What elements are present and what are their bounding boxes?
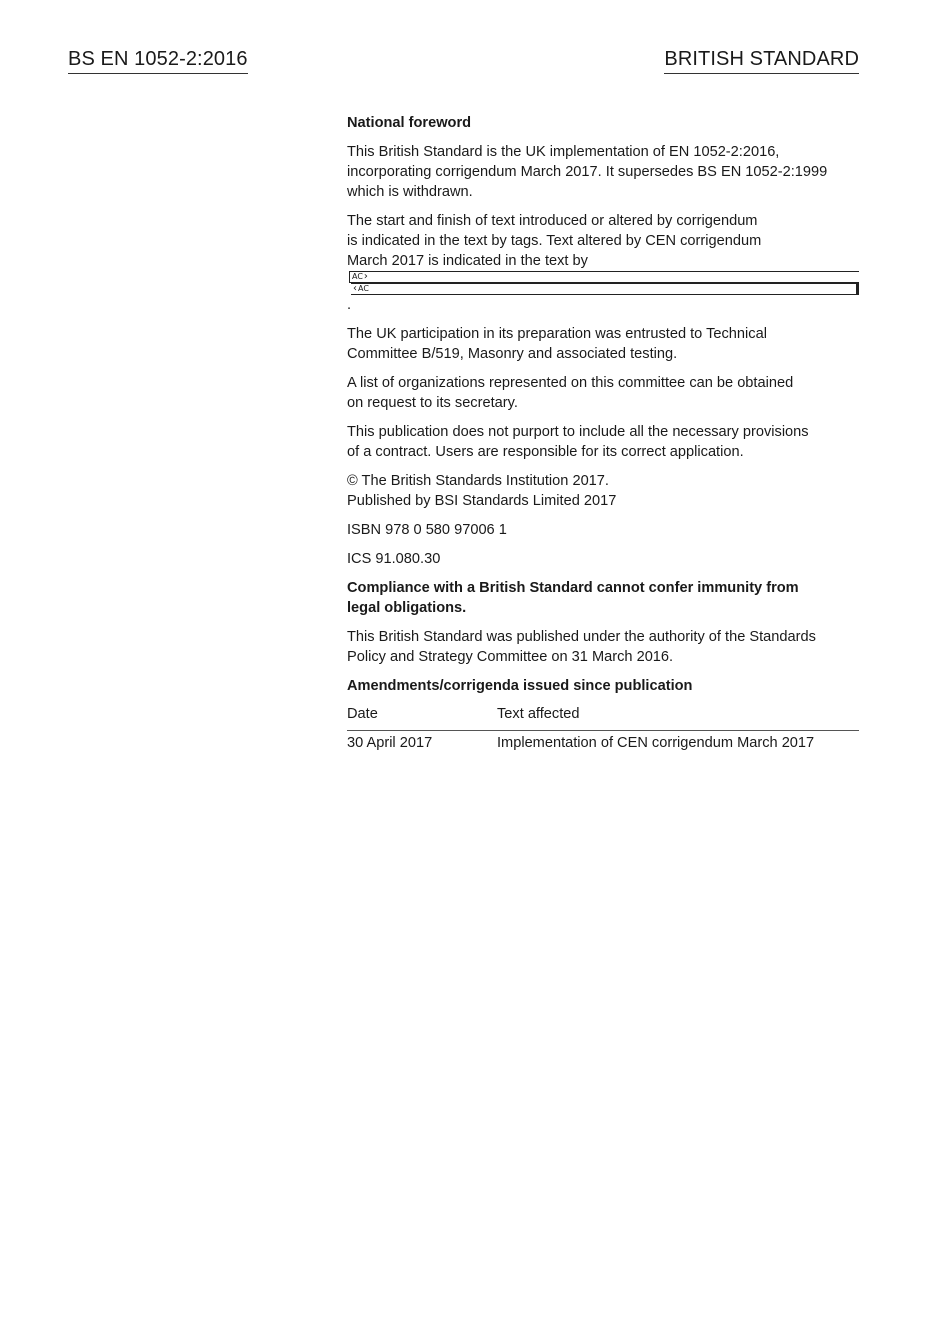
- text-line: legal obligations.: [347, 600, 467, 616]
- text-fragment: March 2017 is indicated in the text by: [347, 253, 588, 269]
- text-fragment: .: [347, 297, 352, 313]
- text-line: is indicated in the text by tags. Text altered by CEN corrigendum: [347, 233, 762, 249]
- compliance-statement: [347, 578, 859, 618]
- text-line: A list of organizations represented on this committee can be obtained: [347, 375, 794, 391]
- table-header-row: [347, 704, 859, 731]
- ac-close-tag-icon: ‹ AC: [351, 283, 859, 295]
- text-line: © The British Standards Institution 2017.: [347, 473, 609, 489]
- ac-open-tag-icon: AC ›: [349, 271, 859, 283]
- text-line: which is withdrawn.: [347, 184, 473, 200]
- text-line: Committee B/519, Masonry and associated testing.: [347, 346, 678, 362]
- foreword-organizations-paragraph: [347, 373, 859, 413]
- text-line: The start and finish of text introduced or altered by corrigendum: [347, 213, 758, 229]
- text-line: on request to its secretary.: [347, 395, 518, 411]
- text-line: This publication does not purport to include all the necessary provisions: [347, 424, 809, 440]
- amendment-text-affected: Implementation of CEN corrigendum March 2017: [497, 735, 815, 751]
- authority-statement: [347, 627, 859, 667]
- column-header-date: Date: [347, 704, 497, 731]
- ics-code: ICS 91.080.30: [347, 551, 441, 567]
- national-foreword-section: [347, 113, 859, 753]
- header-document-code: BS EN 1052-2:2016: [68, 47, 248, 74]
- amendments-table: [347, 704, 859, 753]
- isbn: ISBN 978 0 580 97006 1: [347, 522, 507, 538]
- foreword-title: National foreword: [347, 115, 472, 131]
- text-line: The UK participation in its preparation was entrusted to Technical: [347, 326, 767, 342]
- text-line: Published by BSI Standards Limited 2017: [347, 493, 617, 509]
- foreword-provisions-paragraph: [347, 422, 859, 462]
- column-header-text-affected: Text affected: [497, 704, 859, 731]
- text-line: Policy and Strategy Committee on 31 March 2016.: [347, 649, 674, 665]
- text-line: incorporating corrigendum March 2017. It supersedes BS EN 1052-2:1999: [347, 164, 828, 180]
- header-standard-type: BRITISH STANDARD: [664, 47, 859, 74]
- amendments-title: Amendments/corrigenda issued since publication: [347, 678, 693, 694]
- table-row: [347, 731, 859, 754]
- foreword-implementation-paragraph: [347, 142, 859, 202]
- text-line: This British Standard was published under the authority of the Standards: [347, 629, 816, 645]
- text-line-with-tags: [347, 251, 859, 315]
- text-line: This British Standard is the UK implementation of EN 1052-2:2016,: [347, 144, 780, 160]
- text-line: Compliance with a British Standard cannot confer immunity from: [347, 580, 799, 596]
- text-line: of a contract. Users are responsible for its correct application.: [347, 444, 744, 460]
- foreword-committee-paragraph: [347, 324, 859, 364]
- foreword-tags-paragraph: [347, 211, 859, 315]
- copyright-notice: [347, 471, 859, 511]
- amendment-date: 30 April 2017: [347, 735, 433, 751]
